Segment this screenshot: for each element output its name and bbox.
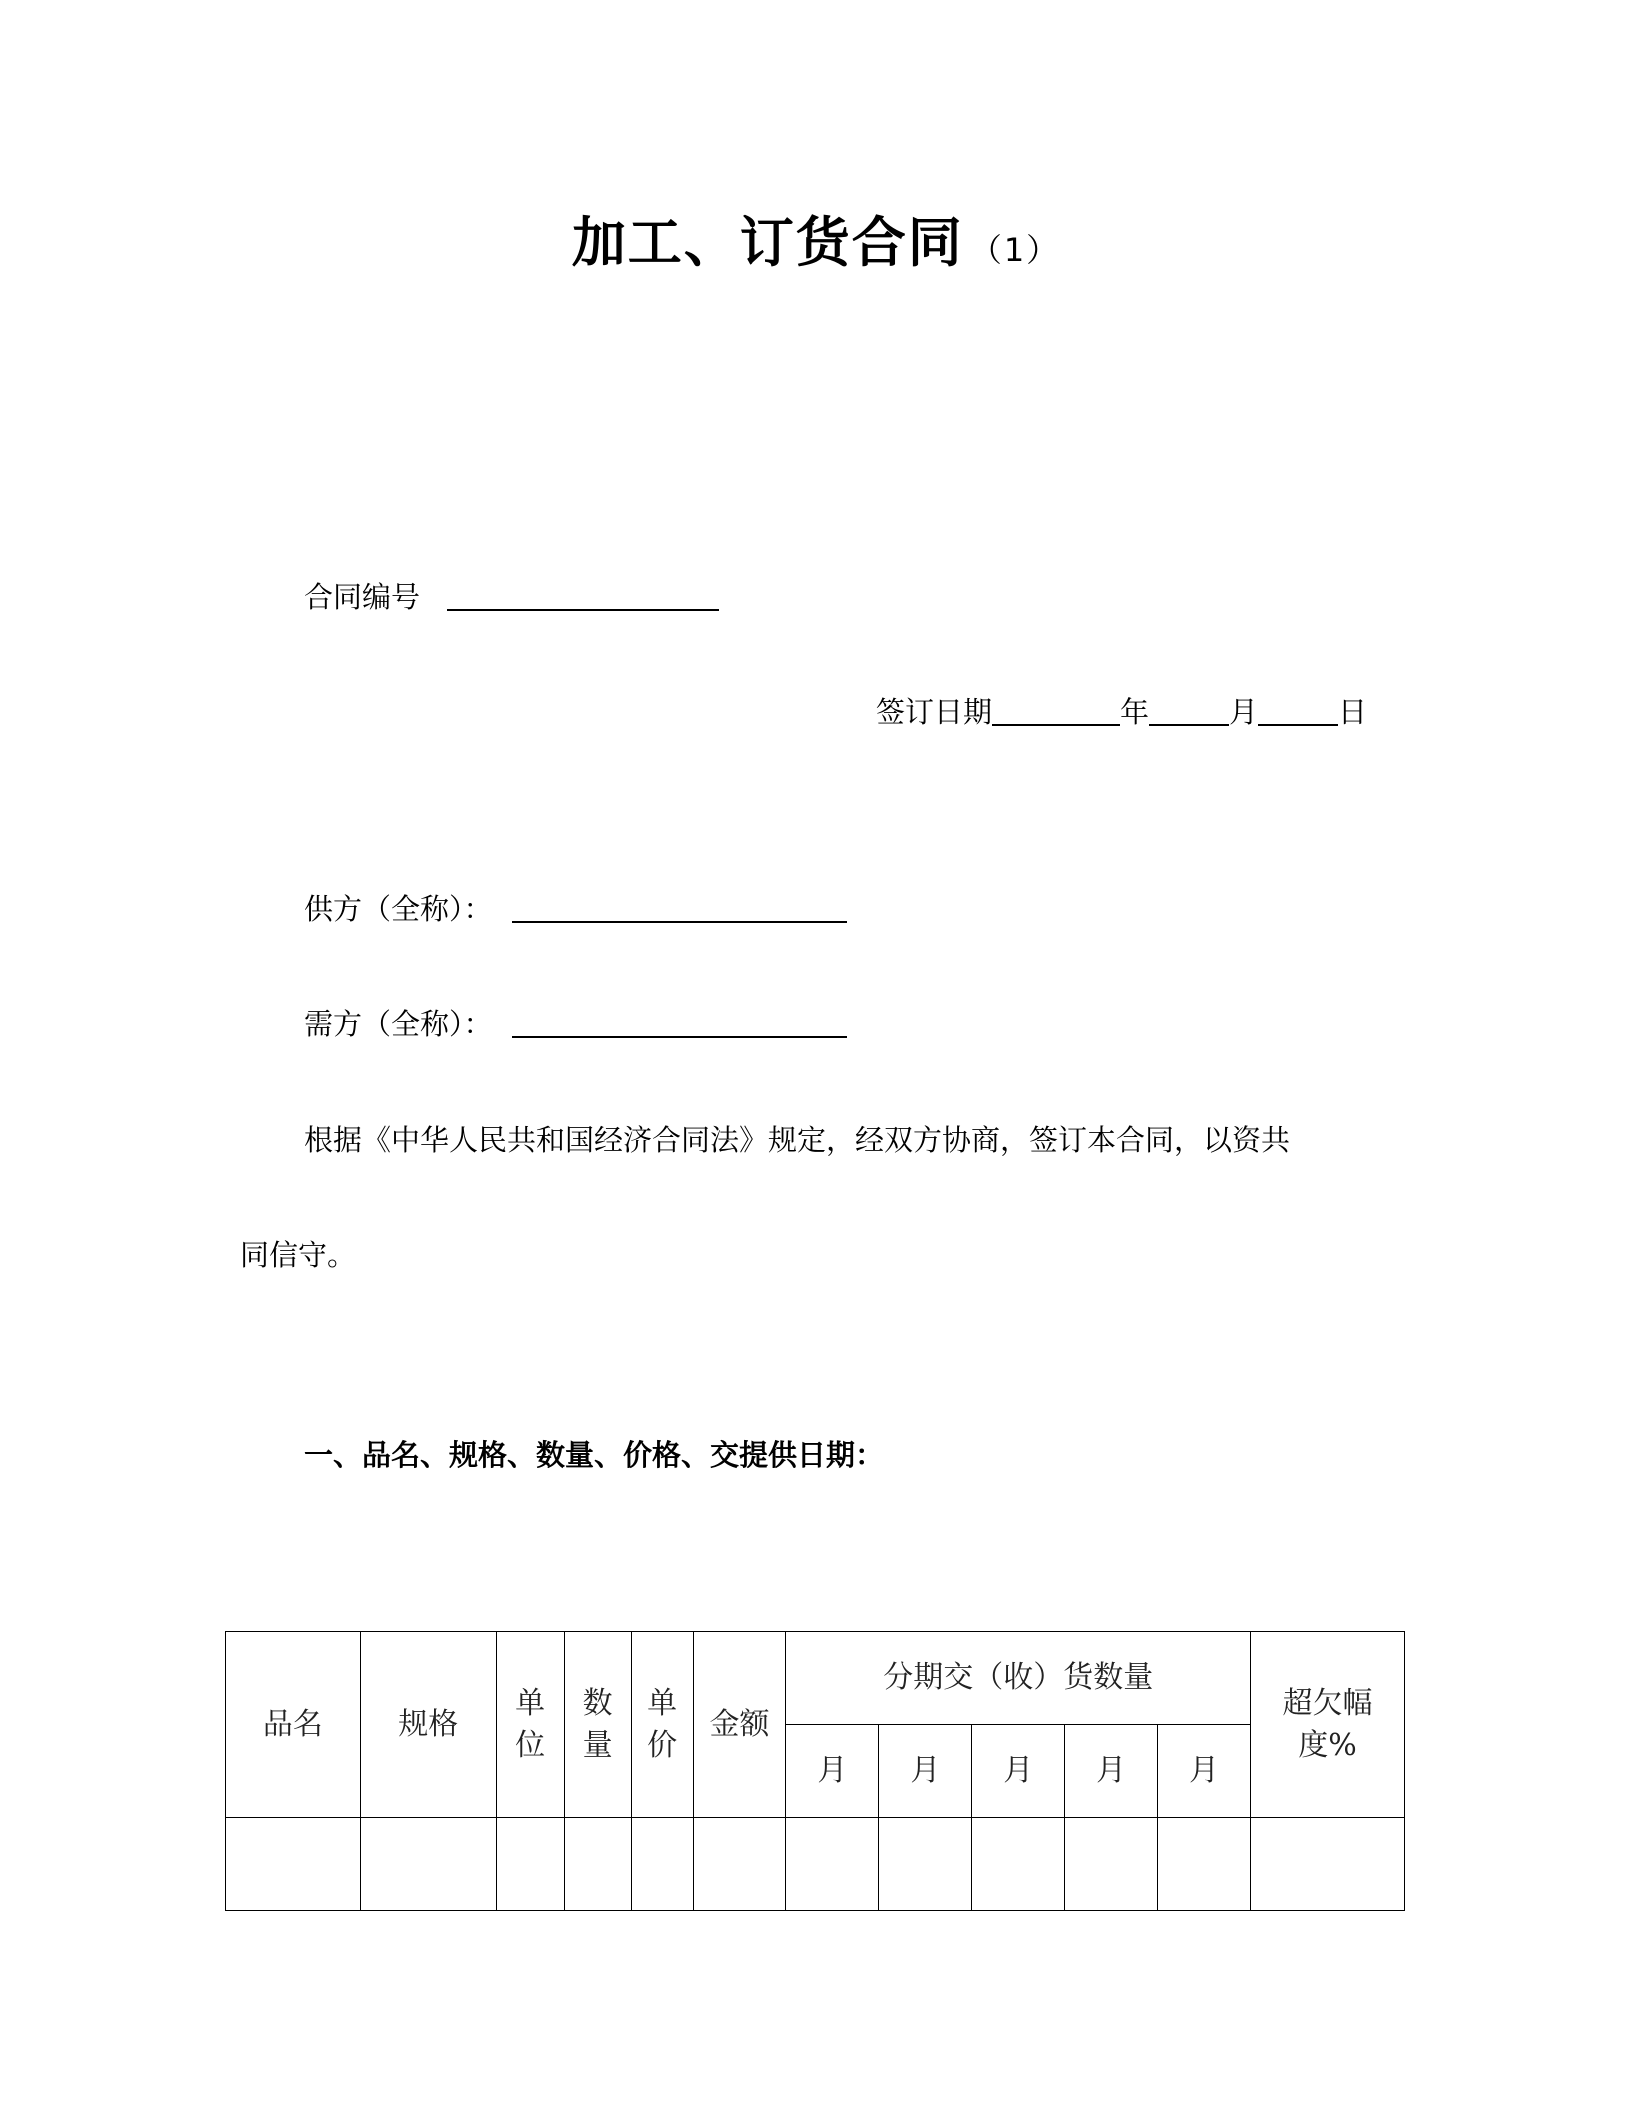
buyer-row	[304, 1002, 847, 1043]
section-1-heading: 一、品名、规格、数量、价格、交提供日期：	[304, 1438, 885, 1472]
supplier-label: 供方（全称）：	[304, 892, 493, 926]
cell-spec[interactable]	[360, 1818, 496, 1911]
header-month-2: 月	[879, 1725, 972, 1818]
table-header-row-1	[226, 1632, 1405, 1725]
table-row	[226, 1818, 1405, 1911]
supplier-field[interactable]	[512, 891, 847, 923]
header-month-1: 月	[786, 1725, 879, 1818]
intro-paragraph-line-2: 同信守。	[240, 1238, 357, 1272]
cell-tolerance[interactable]	[1250, 1818, 1404, 1911]
cell-month-3[interactable]	[972, 1818, 1065, 1911]
header-name: 品名	[226, 1632, 361, 1818]
cell-month-1[interactable]	[786, 1818, 879, 1911]
buyer-field[interactable]	[512, 1006, 847, 1038]
contract-number-label: 合同编号	[304, 580, 421, 614]
cell-name[interactable]	[226, 1818, 361, 1911]
header-month-4: 月	[1065, 1725, 1158, 1818]
header-tolerance	[1250, 1632, 1404, 1818]
cell-unit[interactable]	[496, 1818, 564, 1911]
header-unit	[496, 1632, 564, 1818]
cell-month-2[interactable]	[879, 1818, 972, 1911]
header-amount: 金额	[693, 1632, 786, 1818]
cell-price[interactable]	[631, 1818, 693, 1911]
sign-day-field[interactable]	[1258, 694, 1338, 726]
header-installments: 分期交（收）货数量	[786, 1632, 1251, 1725]
contract-number-row	[304, 575, 719, 616]
sign-year-field[interactable]	[992, 694, 1120, 726]
sign-month-field[interactable]	[1149, 694, 1229, 726]
header-month-3: 月	[972, 1725, 1065, 1818]
sign-day-label: 日	[1338, 695, 1368, 729]
contract-number-field[interactable]	[447, 579, 719, 611]
header-tolerance-text: 超欠幅度%	[1282, 1685, 1373, 1763]
title-suffix: （1）	[969, 231, 1061, 269]
buyer-label: 需方（全称）：	[304, 1007, 493, 1041]
cell-month-5[interactable]	[1158, 1818, 1251, 1911]
sign-date-row	[876, 690, 1367, 731]
intro-paragraph-line-1: 根据《中华人民共和国经济合同法》规定，经双方协商，签订本合同，以资共	[304, 1123, 1291, 1157]
header-unit-text: 单位	[515, 1685, 546, 1763]
order-table	[225, 1631, 1405, 1911]
cell-month-4[interactable]	[1065, 1818, 1158, 1911]
title-text: 加工、订货合同	[571, 211, 964, 274]
header-price	[631, 1632, 693, 1818]
header-spec: 规格	[360, 1632, 496, 1818]
cell-amount[interactable]	[693, 1818, 786, 1911]
header-qty	[564, 1632, 631, 1818]
header-price-text: 单价	[647, 1685, 678, 1763]
sign-year-label: 年	[1120, 695, 1150, 729]
sign-date-label: 签订日期	[876, 695, 993, 729]
header-qty-text: 数量	[582, 1685, 613, 1763]
document-title	[0, 200, 1632, 277]
supplier-row	[304, 887, 847, 928]
cell-qty[interactable]	[564, 1818, 631, 1911]
header-month-5: 月	[1158, 1725, 1251, 1818]
sign-month-label: 月	[1229, 695, 1259, 729]
